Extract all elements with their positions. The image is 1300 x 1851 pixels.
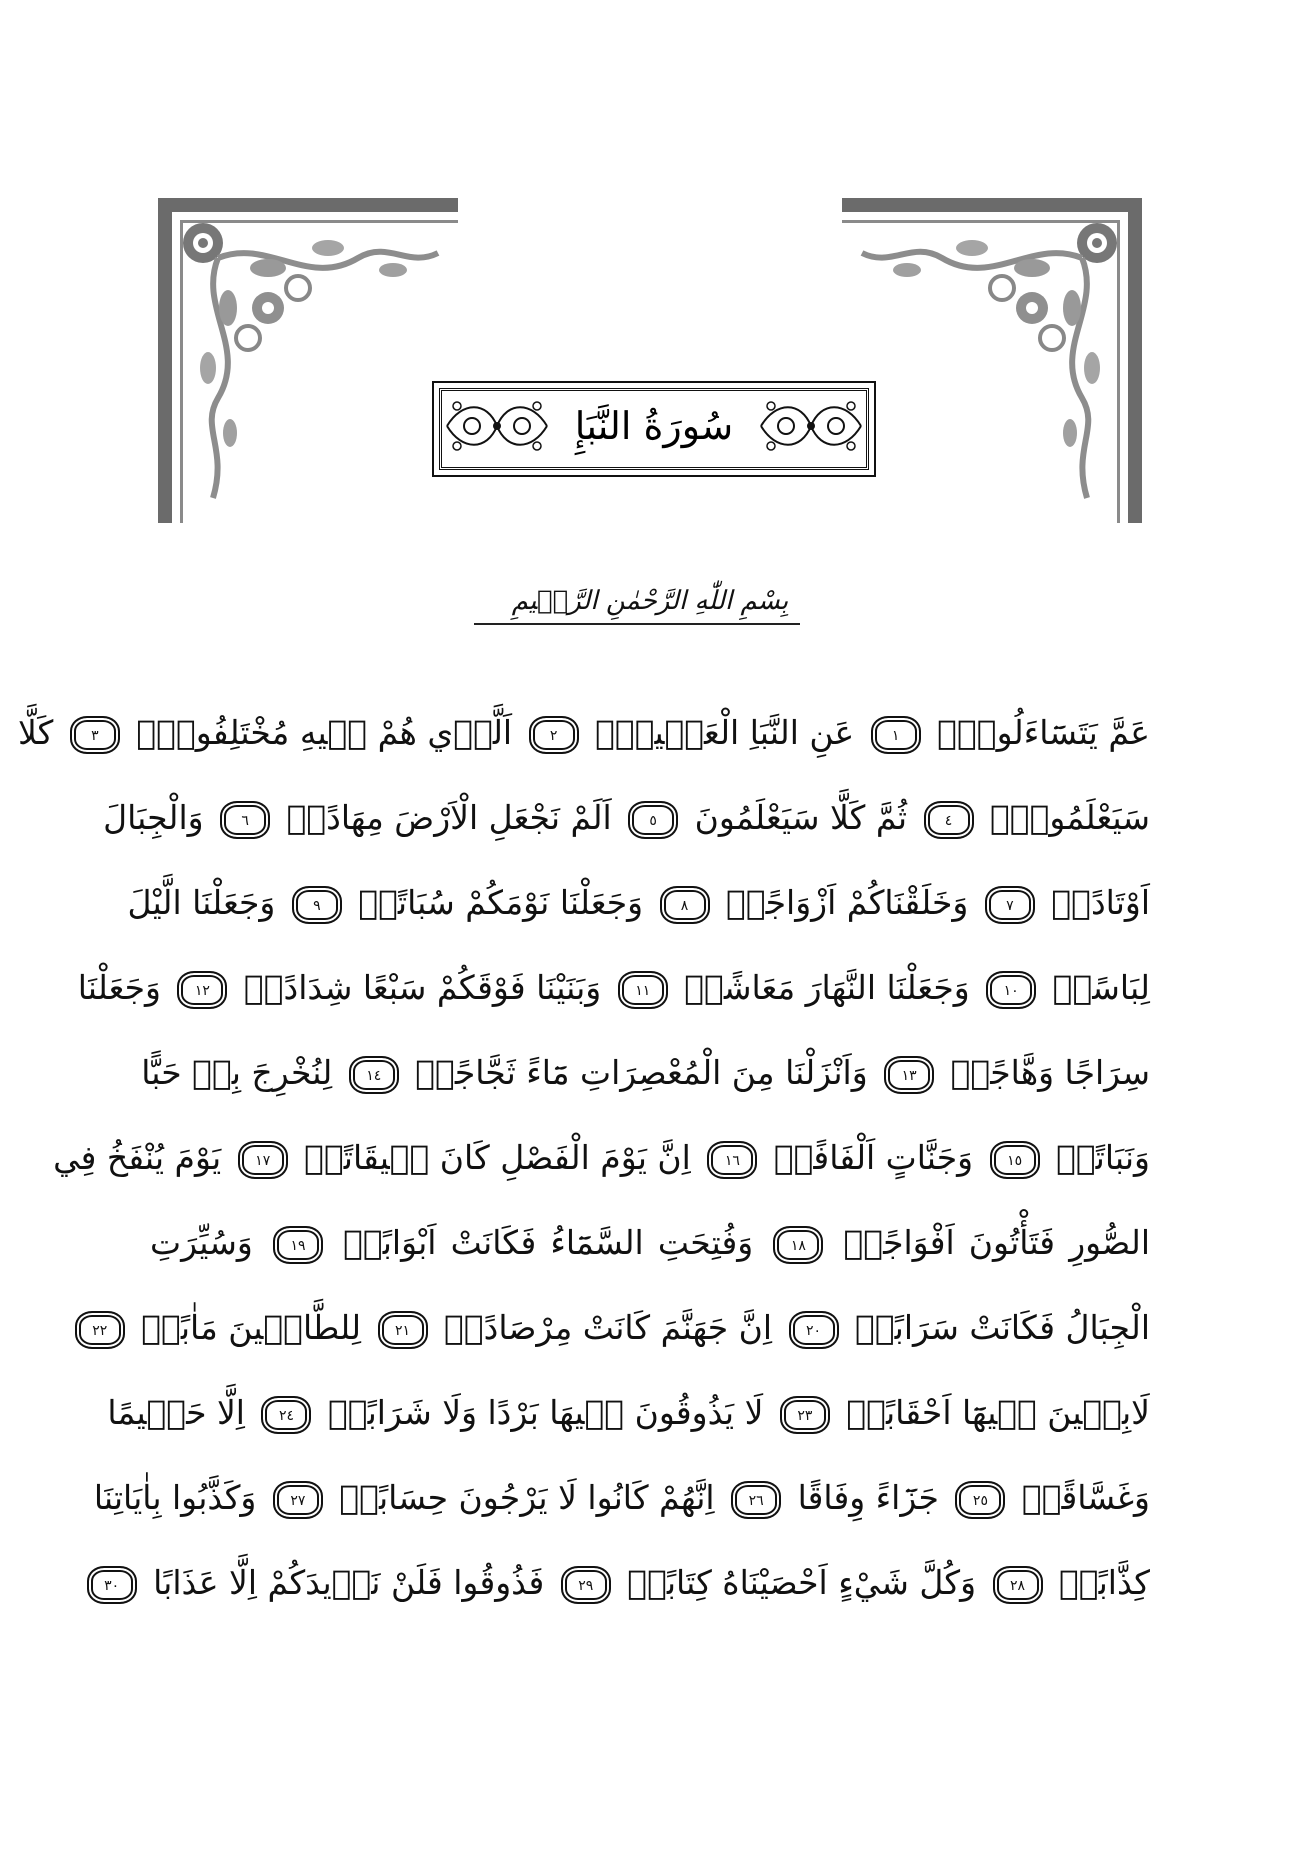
- verse-number-marker: ٢٩: [561, 1566, 611, 1604]
- verse-text: فَذُوقُوا فَلَنْ نَز۪يدَكُمْ اِلَّا عَذَابًا: [142, 1563, 555, 1602]
- verse-number-marker: ٢٠: [789, 1311, 839, 1349]
- verse-number-marker: ٢٥: [955, 1481, 1005, 1519]
- basmala-underline: [474, 623, 800, 625]
- verse-text: لَا يَذُوقُونَ ف۪يهَا بَرْدًا وَلَا شَرَابًاۙ: [317, 1393, 774, 1432]
- verse-text: وَجَعَلْنَا الَّيْلَ: [127, 883, 286, 922]
- verse-number-marker: ١٣: [884, 1056, 934, 1094]
- verse-line: [53, 1115, 1150, 1200]
- verse-text: كَلَّا: [17, 713, 64, 752]
- surah-title: سُورَةُ النَّبَإِ: [574, 404, 734, 448]
- verse-number-marker: ٢٤: [261, 1396, 311, 1434]
- title-ornament-right-icon: [756, 391, 866, 461]
- verse-text: وَفُتِحَتِ السَّمَٓاءُ فَكَانَتْ اَبْوَابًاۙ: [328, 1223, 768, 1262]
- verse-text: سِرَاجًا وَهَّاجًاۖ: [940, 1053, 1150, 1092]
- verse-line: [103, 775, 1150, 860]
- verse-number-marker: ٣٠: [87, 1566, 137, 1604]
- verse-number-marker: ١٥: [990, 1141, 1040, 1179]
- verse-text: اَلَمْ نَجْعَلِ الْاَرْضَ مِهَادًاۙ: [276, 798, 623, 837]
- verse-text: جَزَٓاءً وِفَاقًا: [787, 1478, 950, 1517]
- verse-number-marker: ١١: [618, 971, 668, 1009]
- verse-text: وَالْجِبَالَ: [103, 798, 215, 837]
- verse-text: وَكَذَّبُوا بِاٰيَاتِنَا: [93, 1478, 267, 1517]
- verse-text: وَجَعَلْنَا نَوْمَكُمْ سُبَاتًاۙ: [347, 883, 654, 922]
- verse-line: [104, 1540, 1150, 1625]
- verse-line: [107, 1370, 1150, 1455]
- verse-text: لِبَاسًاۙ: [1042, 968, 1150, 1007]
- corner-ornament-left: [158, 198, 458, 523]
- verse-text: وَغَسَّاقًاۙ: [1011, 1478, 1150, 1517]
- verse-text: الصُّورِ فَتَأْتُونَ اَفْوَاجًاۙ: [829, 1223, 1151, 1262]
- verse-text: لِلطَّاغ۪ينَ مَاٰبًاۙ: [130, 1308, 372, 1347]
- verse-text: وَاَنْزَلْنَا مِنَ الْمُعْصِرَاتِ مَٓاءً ثَجَّاجًاۙ: [404, 1053, 879, 1092]
- verse-text: وَجَنَّاتٍ اَلْفَافًاۜ: [763, 1138, 984, 1177]
- verse-text: وَبَنَيْنَا فَوْقَكُمْ سَبْعًا شِدَادًاۙ: [233, 968, 612, 1007]
- verse-line: [150, 1200, 1150, 1285]
- verse-number-marker: ٢٢: [75, 1311, 125, 1349]
- verse-text: اِلَّا حَم۪يمًا: [107, 1393, 256, 1432]
- verse-line: [127, 860, 1150, 945]
- verse-number-marker: ٦: [220, 801, 270, 839]
- verse-line: [141, 1030, 1150, 1115]
- verse-number-marker: ١٤: [349, 1056, 399, 1094]
- verse-line: [77, 945, 1150, 1030]
- verse-text: وَنَبَاتًاۙ: [1045, 1138, 1150, 1177]
- verse-text: لِنُخْرِجَ بِه۪ حَبًّا: [141, 1053, 343, 1092]
- verse-text: اِنَّ جَهَنَّمَ كَانَتْ مِرْصَادًاۙ: [433, 1308, 783, 1347]
- verse-number-marker: ١٦: [707, 1141, 757, 1179]
- verse-number-marker: ٨: [660, 886, 710, 924]
- verse-text: وَجَعَلْنَا النَّهَارَ مَعَاشًاۖ: [673, 968, 981, 1007]
- verse-text: عَمَّ يَتَسَٓاءَلُونَۚ: [926, 713, 1150, 752]
- verse-number-marker: ٢١: [378, 1311, 428, 1349]
- verse-number-marker: ٥: [628, 801, 678, 839]
- verse-number-marker: ٢: [529, 716, 579, 754]
- verse-text: اِنَّهُمْ كَانُوا لَا يَرْجُونَ حِسَابًاۙ: [328, 1478, 726, 1517]
- verse-text: اِنَّ يَوْمَ الْفَصْلِ كَانَ م۪يقَاتًاۙ: [293, 1138, 702, 1177]
- verse-text: وَكُلَّ شَيْءٍ اَحْصَيْنَاهُ كِتَابًاۙ: [616, 1563, 987, 1602]
- verse-number-marker: ١٩: [273, 1226, 323, 1264]
- verse-number-marker: ٢٦: [731, 1481, 781, 1519]
- verse-number-marker: ٤: [924, 801, 974, 839]
- verse-number-marker: ١٠: [986, 971, 1036, 1009]
- corner-ornament-right: [842, 198, 1142, 523]
- verse-text: وَسُيِّرَتِ: [150, 1223, 267, 1262]
- verse-line: [17, 690, 1150, 775]
- verse-text: لَابِث۪ينَ ف۪يهَٓا اَحْقَابًاۚ: [835, 1393, 1150, 1432]
- verse-number-marker: ١: [871, 716, 921, 754]
- verse-text: يَوْمَ يُنْفَخُ فِي: [53, 1138, 232, 1177]
- verse-number-marker: ١٧: [238, 1141, 288, 1179]
- verse-number-marker: ١٢: [177, 971, 227, 1009]
- verse-number-marker: ٣: [70, 716, 120, 754]
- verse-number-marker: ٢٣: [780, 1396, 830, 1434]
- verse-text: كِذَّابًاۜ: [1048, 1563, 1150, 1602]
- verse-line: [93, 1455, 1150, 1540]
- verse-number-marker: ٩: [292, 886, 342, 924]
- verse-text: وَجَعَلْنَا: [77, 968, 172, 1007]
- verse-text: اَلَّذ۪ي هُمْ ف۪يهِ مُخْتَلِفُونَۜ: [125, 713, 523, 752]
- verse-text: اَوْتَادًاۖ: [1040, 883, 1150, 922]
- verses-body: [17, 690, 1151, 1625]
- verse-text: الْجِبَالُ فَكَانَتْ سَرَابًاۜ: [844, 1308, 1150, 1347]
- verse-number-marker: ١٨: [773, 1226, 823, 1264]
- verse-line: [92, 1285, 1150, 1370]
- verse-number-marker: ٧: [985, 886, 1035, 924]
- title-ornament-left-icon: [442, 391, 552, 461]
- basmala: بِسْمِ اللّٰهِ الرَّحْمٰنِ الرَّح۪يمِ: [511, 586, 789, 616]
- verse-number-marker: ٢٨: [993, 1566, 1043, 1604]
- verse-text: وَخَلَقْنَاكُمْ اَزْوَاجًاۙ: [715, 883, 979, 922]
- verse-text: عَنِ النَّبَاِ الْعَظ۪يمِۙ: [584, 713, 865, 752]
- verse-text: ثُمَّ كَلَّا سَيَعْلَمُونَ: [684, 798, 918, 837]
- verse-number-marker: ٢٧: [273, 1481, 323, 1519]
- verse-text: سَيَعْلَمُونَۙ: [979, 798, 1150, 837]
- surah-title-frame: [432, 381, 876, 477]
